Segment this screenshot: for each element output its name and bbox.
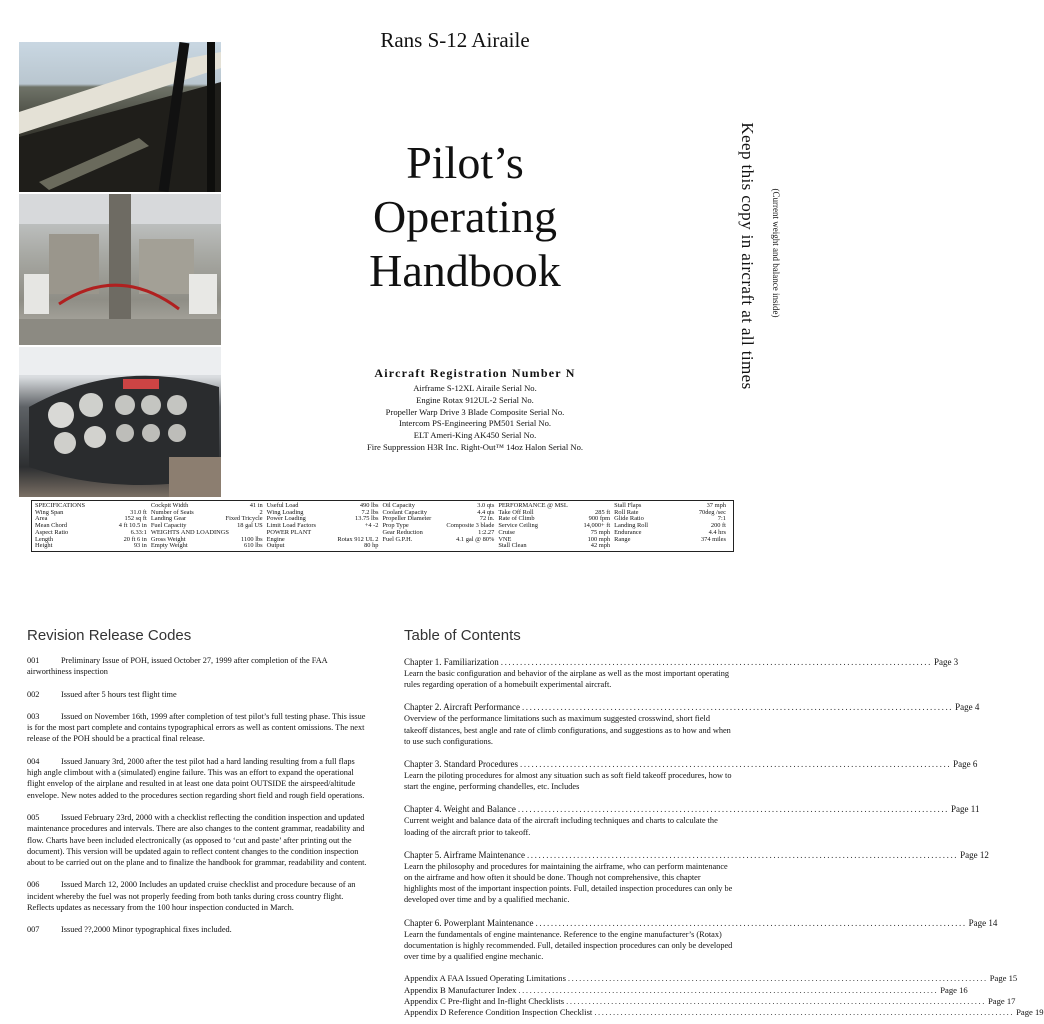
spec-label: Stall Flaps <box>614 502 642 509</box>
spec-value: 6.33:1 <box>130 528 147 536</box>
toc-entry-page: Page 12 <box>960 849 989 860</box>
spec-value: 4.4 qts <box>477 508 495 516</box>
toc-entry-title: Appendix A FAA Issued Operating Limitations <box>404 973 566 984</box>
revision-heading: Revision Release Codes <box>27 627 192 644</box>
spec-column <box>382 503 498 551</box>
spec-column <box>498 503 614 551</box>
spec-value: 14,000+ ft <box>583 522 611 530</box>
revision-list <box>27 655 367 947</box>
revision-item <box>27 711 367 745</box>
revision-text: Issued January 3rd, 2000 after the test pilot had a hard landing resulting from a full flaps high angle climbout with a (simulated) engine failure. This was an effort to expand the operational flight envelop of the airplane and resulted in at least one data point OUTSIDE the airspeed/altitude envelope. New notes added to the procedures section regarding short field and rough field operations. <box>27 756 365 800</box>
toc-entry-description: Learn the basic configuration and behavior of the airplane as well as the most important operating rules regarding operation of a homebuilt experimental aircraft. <box>404 669 730 690</box>
spec-label: Gear Reduction <box>382 528 423 536</box>
toc-entry-page: Page 14 <box>968 917 998 928</box>
spec-label: Fuel Capacity <box>150 522 187 530</box>
revision-code: 001 <box>27 656 40 665</box>
toc-entry-link[interactable] <box>404 849 989 861</box>
spec-value: 100 mph <box>587 535 611 543</box>
spec-label: Length <box>35 535 54 543</box>
spec-label: Empty Weight <box>150 542 188 550</box>
toc-leader-dots <box>564 996 988 1007</box>
spec-value: 7.2 lbs <box>361 508 379 516</box>
toc-chapters <box>404 656 998 962</box>
spec-label: Limit Load Factors <box>266 522 316 530</box>
registration-line: Airframe S-12XL Airaile Serial No. <box>413 383 537 393</box>
toc-entry-link[interactable] <box>404 803 980 815</box>
spec-label: Stall Clean <box>498 542 527 550</box>
toc-entry <box>404 803 980 837</box>
toc-entry-link[interactable] <box>404 656 959 668</box>
spec-label: Landing Gear <box>150 515 187 523</box>
toc-leader-dots <box>525 849 960 861</box>
spec-value: 490 lbs <box>359 502 379 509</box>
side-notice: Keep this copy in aircraft at all times <box>738 122 757 390</box>
spec-value: 1:2.27 <box>478 528 495 536</box>
revision-item <box>27 812 367 868</box>
spec-label: Output <box>266 542 285 550</box>
spec-column <box>35 503 151 551</box>
spec-label: Take Off Roll <box>498 508 534 516</box>
registration-heading: Aircraft Registration Number N <box>374 366 576 380</box>
revision-item <box>27 655 367 678</box>
toc-leader-dots <box>516 803 951 815</box>
revision-text: Issued March 12, 2000 Includes an updated cruise checklist and procedure because of an incident whereby the fuel was not properly feeding from both tanks during cross country flight. Reflects updates as necessary from the 100 hour inspection conducted in March. <box>27 880 356 913</box>
toc-entry-page: Page 4 <box>955 702 980 713</box>
spec-value: 4.1 gal @ 80% <box>456 535 495 543</box>
spec-value: 72 in. <box>479 515 495 523</box>
spec-label: WEIGHTS AND LOADINGS <box>150 528 229 536</box>
toc-entry-title: Appendix B Manufacturer Index <box>404 984 517 995</box>
registration-line: ELT Ameri-King AK450 Serial No. <box>413 430 537 441</box>
spec-label: Coolant Capacity <box>382 508 428 516</box>
spec-row <box>382 537 494 544</box>
spec-label: Propeller Diameter <box>382 515 432 523</box>
spec-label: Service Ceiling <box>498 522 538 530</box>
toc-entry-description: Learn the piloting procedures for almost any situation such as soft field takeoff procedures, how to start the engine, performing chandelles, etc. Includes <box>404 771 732 792</box>
toc-leader-dots <box>533 917 968 929</box>
spec-value: Fixed Tricycle <box>225 515 263 523</box>
toc-entry-link[interactable] <box>404 995 1016 1007</box>
toc-leader-dots <box>516 985 940 996</box>
spec-label: Area <box>35 515 48 523</box>
toc-entry-link[interactable] <box>404 701 980 713</box>
spec-label: Landing Roll <box>614 522 649 530</box>
registration-line: Engine Rotax 912UL-2 Serial No. <box>416 394 534 405</box>
revision-text: Issued February 23rd, 2000 with a checklist reflecting the condition inspection and updated maintenance procedures and intervals. There are also changes to the content grammar, readability and flow. Charts have been included electronically (as opposed to ‘cut and paste’ after printing out the document). This version will be updated again to reflect content changes to the condition inspection about to be carried out on the plane and to finalize the handbook for grammar, readability and content. <box>27 812 367 868</box>
engine-photo <box>19 194 221 345</box>
toc-entry-title: Chapter 5. Airframe Maintenance <box>404 849 525 860</box>
registration-line: Propeller Warp Drive 3 Blade Composite Serial No. <box>385 406 565 417</box>
spec-label: Range <box>614 535 631 543</box>
spec-label: Mean Chord <box>35 522 68 530</box>
spec-label: Gross Weight <box>150 535 186 543</box>
spec-label: Oil Capacity <box>382 502 415 509</box>
spec-value: 42 mph <box>590 542 611 550</box>
spec-column <box>267 503 383 551</box>
toc-entry-link[interactable] <box>404 758 978 770</box>
toc-leader-dots <box>520 701 955 713</box>
spec-column <box>614 503 730 551</box>
toc-entry-description: Learn the fundamentals of engine maintenance. Reference to the engine manufacturer’s (Rotax) documentation is highly recommended. Full, detailed inspection procedures can only be developed over time by a qualified engine mechanic. <box>404 929 733 962</box>
spec-label: Number of Seats <box>150 508 194 516</box>
revision-text: Issued on November 16th, 1999 after completion of test pilot’s full testing phase. This issue is for the most part complete and contains typographical errors as well as content omissions. The next release of the POH should be a practical final release. <box>27 711 366 744</box>
spec-label: VNE <box>498 535 512 543</box>
toc-entry-title: Chapter 4. Weight and Balance <box>404 804 516 815</box>
spec-value: 1100 lbs <box>241 535 263 543</box>
toc-entry-description: Current weight and balance data of the aircraft including techniques and charts to calculate the loading of the aircraft prior to takeoff. <box>404 816 718 837</box>
revision-code: 003 <box>27 711 40 721</box>
spec-label: Power Loading <box>266 515 306 523</box>
table-of-contents <box>404 656 1044 1018</box>
spec-value: 37 mph <box>706 502 726 509</box>
revision-text: Issued ??,2000 Minor typographical fixes included. <box>61 925 232 935</box>
spec-column <box>151 503 267 551</box>
toc-entry <box>404 917 998 963</box>
toc-leader-dots <box>566 973 990 984</box>
side-notice-subtext: (Current weight and balance inside) <box>771 188 781 318</box>
toc-entry <box>404 758 978 792</box>
spec-label: Roll Rate <box>614 508 639 516</box>
spec-label: Fuel G.P.H. <box>382 535 413 543</box>
spec-value: +4 -2 <box>364 522 379 530</box>
toc-entry-page: Page 17 <box>987 995 1016 1006</box>
spec-label: Glide Ratio <box>614 515 644 523</box>
spec-value: 41 in <box>249 502 263 509</box>
toc-entry-page: Page 16 <box>940 984 968 995</box>
revision-item <box>27 756 367 801</box>
spec-row <box>267 543 379 550</box>
revision-item <box>27 689 367 700</box>
spec-value: 20 ft 6 in <box>123 535 147 543</box>
specifications-table <box>31 500 734 552</box>
revision-text: Preliminary Issue of POH, issued October 27, 1999 after completion of the FAA airworthiness inspection <box>27 656 328 677</box>
spec-row <box>614 537 726 544</box>
spec-label: Cockpit Width <box>150 502 189 509</box>
revision-code: 004 <box>27 756 40 766</box>
toc-leader-dots <box>592 1007 1016 1018</box>
spec-label: POWER PLANT <box>266 528 312 536</box>
toc-entry-description: Learn the philosophy and procedures for maintaining the airframe, who can perform maintenance on the airframe and how often it should be done. Though not comprehensive, this chapter highlights most of the important inspection points. Full, detailed inspection procedures can only be developed over time and by a qualified mechanic. <box>404 861 733 905</box>
handbook-title-line-1: Pilot’s <box>406 137 524 188</box>
spec-value: 18 gal US <box>237 522 263 530</box>
toc-entry-title: Appendix C Pre-flight and In-flight Checklists <box>404 995 565 1006</box>
spec-label: Wing Span <box>35 508 64 516</box>
toc-entry-link[interactable] <box>404 984 968 996</box>
spec-value: 2 <box>259 508 263 516</box>
handbook-title-line-3: Handbook <box>369 245 561 296</box>
spec-value: 200 ft <box>710 522 726 530</box>
spec-value: Rotax 912 UL 2 <box>337 535 379 543</box>
instrument-panel-photo <box>19 347 221 497</box>
spec-label: PERFORMANCE @ MSL <box>498 502 568 509</box>
spec-value: 610 lbs <box>244 542 263 550</box>
spec-row <box>498 543 610 550</box>
spec-value: 900 fpm <box>588 515 611 523</box>
toc-appendices <box>404 973 1044 1018</box>
toc-entry-page: Page 3 <box>933 657 959 667</box>
document-title: Rans S-12 Airaile <box>380 28 530 52</box>
toc-entry-page: Page 11 <box>951 804 980 815</box>
registration-line: Fire Suppression H3R Inc. Right-Out™ 14oz Halon Serial No. <box>366 441 584 452</box>
spec-label: Prop Type <box>382 522 409 530</box>
handbook-title <box>300 136 630 298</box>
spec-value: 4.4 hrs <box>708 528 726 536</box>
toc-entry-title: Appendix D Reference Condition Inspection Checklist <box>404 1007 593 1018</box>
spec-label: Wing Loading <box>266 508 304 516</box>
toc-heading: Table of Contents <box>404 627 521 644</box>
spec-value: 374 miles <box>700 535 726 543</box>
spec-label: Height <box>35 542 53 550</box>
spec-value: 152 sq ft <box>124 515 147 523</box>
spec-value: 285 ft <box>595 508 611 516</box>
toc-entry-page: Page 6 <box>953 759 978 770</box>
toc-entry <box>404 701 980 747</box>
toc-entry-title: Chapter 3. Standard Procedures <box>404 759 518 770</box>
toc-entry <box>404 656 959 690</box>
toc-entry-title: Chapter 2. Aircraft Performance <box>404 702 520 713</box>
spec-label: Cruise <box>498 528 515 536</box>
spec-label: SPECIFICATIONS <box>35 502 86 509</box>
spec-value: 13.75 lbs <box>355 515 379 523</box>
toc-leader-dots <box>518 758 953 770</box>
spec-value: 70deg /sec <box>698 508 726 516</box>
revision-code: 007 <box>27 925 40 935</box>
spec-label: Aspect Ratio <box>35 528 69 536</box>
toc-entry-link[interactable] <box>404 973 1018 984</box>
spec-value: 93 in <box>133 542 147 550</box>
revision-code: 006 <box>27 880 40 890</box>
spec-label: Useful Load <box>266 502 299 509</box>
spec-value: 75 mph <box>590 528 611 536</box>
toc-entry-link[interactable] <box>404 917 998 929</box>
toc-entry-title: Chapter 1. Familiarization <box>404 657 499 667</box>
spec-label: Rate of Climb <box>498 515 535 523</box>
spec-label: Engine <box>266 535 285 543</box>
handbook-title-line-2: Operating <box>373 191 557 242</box>
spec-row <box>151 543 263 550</box>
revision-text: Issued after 5 hours test flight time <box>61 689 177 699</box>
spec-label: Endurance <box>614 528 642 536</box>
toc-entry-page: Page 19 <box>1016 1007 1044 1018</box>
revision-code: 005 <box>27 812 40 822</box>
spec-value: 3.0 qts <box>477 502 495 509</box>
spec-value: 31.0 ft <box>130 508 147 516</box>
spec-value: Composite 3 blade <box>446 522 495 530</box>
spec-value: 80 hp <box>364 542 379 550</box>
spec-value: 4 ft 10.5 in <box>118 522 147 530</box>
toc-entry-title: Chapter 6. Powerplant Maintenance <box>404 917 534 928</box>
cockpit-photo <box>19 42 221 192</box>
registration-block <box>330 366 620 454</box>
revision-item <box>27 924 367 935</box>
revision-code: 002 <box>27 689 40 699</box>
spec-row <box>35 543 147 550</box>
revision-item <box>27 879 367 913</box>
toc-leader-dots <box>499 656 934 668</box>
toc-entry-link[interactable] <box>404 1007 1044 1018</box>
toc-entry <box>404 849 989 906</box>
registration-line: Intercom PS-Engineering PM501 Serial No. <box>398 418 552 429</box>
toc-entry-page: Page 15 <box>989 973 1018 984</box>
spec-value: 7:1 <box>717 515 726 523</box>
toc-entry-description: Overview of the performance limitations such as maximum suggested crosswind, short field takeoff distances, best angle and rate of climb configurations, and suggestions as to how and when to use such configurations. <box>404 714 731 746</box>
